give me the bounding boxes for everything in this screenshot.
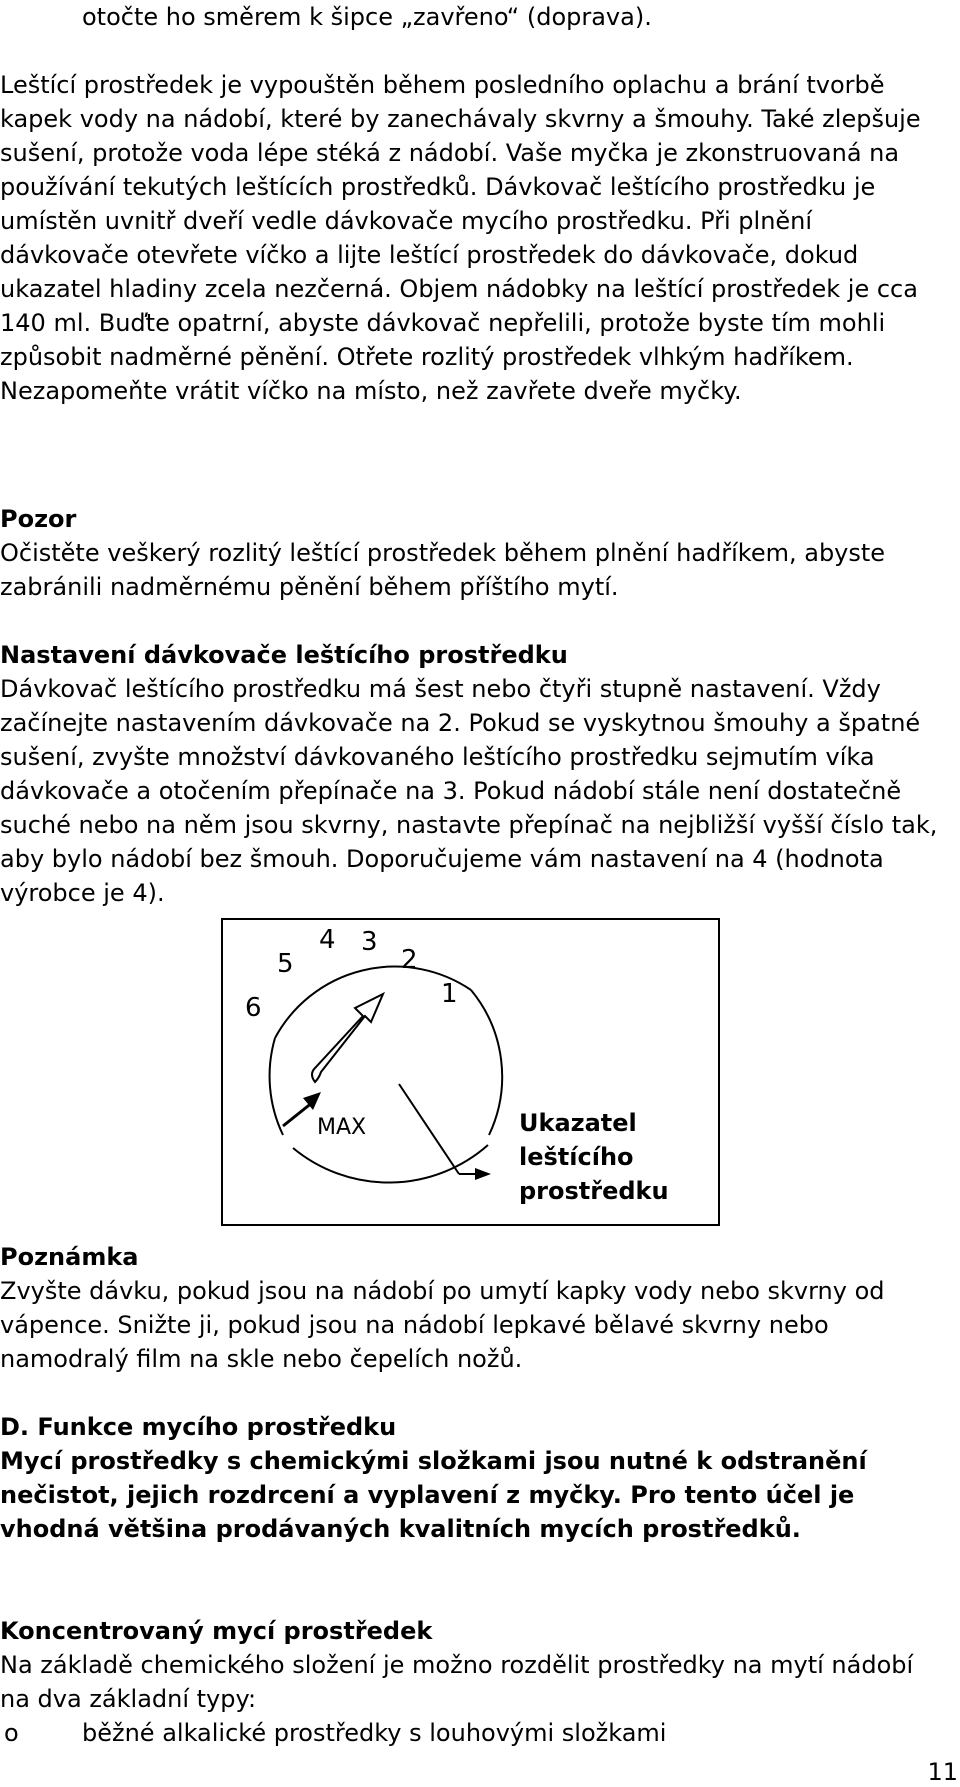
rinse-aid-paragraph: Leštící prostředek je vypouštěn během posledního oplachu a brání tvorbě kapek vody na nádobí, které by zanechávaly skvrny a šmouhy. Také zlepšuje sušení, protože voda lépe stéká z nádobí. Vaše myčka je zkonstruovaná na používání tekutých leštících prostředků. Dávkovač leštícího prostředku je umístěn uvnitř dveří vedle dávkovače mycího prostředku. Při plnění dávkovače otevřete víčko a lijte leštící prostředek do dávkovače, dokud ukazatel hladiny zcela nezčerná. Objem nádobky na leštící prostředek je cca 140 ml. Buďte opatrní, abyste dávkovač nepřelili, protože byste tím mohli způsobit nadměrné pěnění. Otřete rozlitý prostředek vlhkým hadříkem. Nezapomeňte vrátit víčko na místo, než zavřete dveře myčky.: [0, 71, 921, 405]
pozor-text: Očistěte veškerý rozlitý leštící prostředek během plnění hadříkem, abyste zabránili nadměrnému pěnění během příštího mytí.: [0, 539, 886, 601]
section-d-text: Mycí prostředky s chemickými složkami jsou nutné k odstranění nečistot, jejich rozdrcení a vyplavení z myčky. Pro tento účel je vhodná většina prodávaných kvalitních mycích prostředků.: [0, 1447, 867, 1543]
nastaveni-text: Dávkovač leštícího prostředku má šest nebo čtyři stupně nastavení. Vždy začínejte nastavením dávkovače na 2. Pokud se vyskytnou šmouhy a špatné sušení, zvyšte množství dávkovaného leštícího prostředku sejmutím víka dávkovače a otočením přepínače na 3. Pokud nádobí stále není dostatečně suché nebo na něm jsou skvrny, nastavte přepínač na nejbližší vyšší číslo tak, aby bylo nádobí bez šmouh. Doporučujeme vám nastavení na 4 (hodnota výrobce je 4).: [0, 675, 938, 907]
dial-number-6: 6: [245, 993, 262, 1023]
indicator-label-line2: leštícího: [519, 1143, 634, 1171]
dial-number-3: 3: [361, 927, 378, 957]
bullet-mark: o: [4, 1719, 19, 1747]
section-d-heading: D. Funkce mycího prostředku: [0, 1413, 397, 1441]
indicator-label-line3: prostředku: [519, 1177, 669, 1205]
bullet-text: běžné alkalické prostředky s louhovými složkami: [82, 1719, 667, 1747]
poznamka-heading: Poznámka: [0, 1243, 139, 1271]
indicator-label: [519, 1106, 709, 1208]
dial-number-5: 5: [277, 949, 294, 979]
page-number: 11: [927, 1758, 958, 1786]
dial-number-4: 4: [319, 925, 336, 955]
rinse-aid-dial-figure: [221, 918, 720, 1226]
koncentrovany-text: Na základě chemického složení je možno rozdělit prostředky na mytí nádobí na dva základní typy:: [0, 1651, 914, 1713]
koncentrovany-heading: Koncentrovaný mycí prostředek: [0, 1617, 433, 1645]
dial-number-1: 1: [441, 979, 458, 1009]
indicator-label-line1: Ukazatel: [519, 1109, 637, 1137]
top-line: otočte ho směrem k šipce „zavřeno“ (doprava).: [82, 3, 652, 31]
nastaveni-heading: Nastavení dávkovače leštícího prostředku: [0, 641, 568, 669]
max-label: MAX: [317, 1115, 367, 1140]
pozor-heading: Pozor: [0, 505, 77, 533]
poznamka-text: Zvyšte dávku, pokud jsou na nádobí po umytí kapky vody nebo skvrny od vápence. Snižte ji, pokud jsou na nádobí lepkavé bělavé skvrny nebo namodralý film na skle nebo čepelích nožů.: [0, 1277, 885, 1373]
dial-number-2: 2: [401, 945, 418, 975]
